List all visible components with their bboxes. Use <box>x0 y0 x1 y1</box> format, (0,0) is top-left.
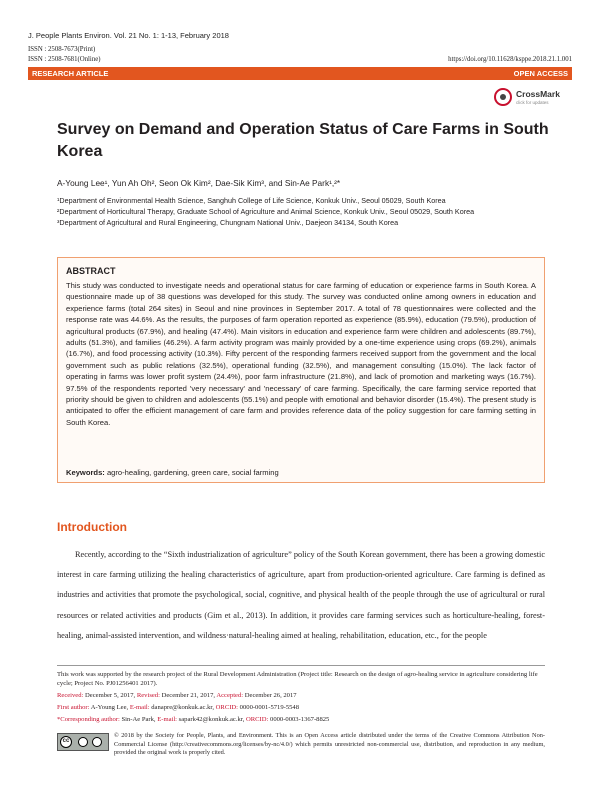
corr-author-label: *Corresponding author: <box>57 716 120 723</box>
issn-print: ISSN : 2508-7673(Print) <box>28 46 96 53</box>
section-heading-introduction: Introduction <box>57 520 127 534</box>
accepted-date: December 26, 2017 <box>244 692 297 699</box>
first-author-line <box>57 704 299 711</box>
first-email-label: E-mail: <box>129 704 150 711</box>
abstract-text: This study was conducted to investigate needs and operational status for care farming of education or experience farms in South Korea. A questionnaire made up of 38 questions was developed for this study. The survey was conducted online among owners in education and experience farms (total 264 sites) in Seoul and nine provinces in September 2017. A total of 78 questionnaires were collected and the response rate was 44.6%. As the results, the purposes of farm operation reported as experience (85.9%), education (79.5%), production of agricultural products (67.9%), and healing (47.4%). Main visitors in education and experience farm were children and adolescents (89.7%), adults (51.3%), and families (46.2%). A farm activity program was mainly provided by a one-time experience using crops (69.2%), animals (16.7%), and food processing activity (10.3%). Fifty percent of the responding farmers received support from the government and the local government such as public relations (32.5%), operational funding (32.5%), and management consulting (15.0%). The lack factor of operating in farms was lower profit system (24.4%), poor farm infrastructure (21.8%), and lack of promotion and marketing ways (16.7%). 97.5% of the respondents reported 'very necessary' and 'necessary' of care farming. Specifically, the care farming service reported that priority should be given to children and adolescents (55.1%) and people with emotional and behavior disorder (15.4%). The present study is anticipated to offer the efficient management of care farm and provides reference data of the policy suggestion for care farming setting in South Korea. <box>66 281 536 427</box>
corr-author-name: Sin-Ae Park, <box>121 716 156 723</box>
corr-author-email[interactable]: sapark42@konkuk.ac.kr, <box>178 716 245 723</box>
license-text: © 2018 by the Society for People, Plants, and Environment. This is an Open Access article distributed under the terms of the Creative Commons Attribution Non-Commercial License (http://creativecommons.org/licenses/by-nc/4.0/) which permits unrestricted non-commercial use, distribution, and reproduction in any medium, provided the original work is properly cited. <box>114 732 545 757</box>
first-orcid-label: ORCID: <box>215 704 239 711</box>
footnote-divider <box>57 665 545 666</box>
affiliation-3: ³Department of Agricultural and Rural Engineering, Chungnam National Univ., Daejeon 34134, South Korea <box>57 218 399 227</box>
article-type-bar <box>28 67 572 80</box>
corr-email-label: E-mail: <box>157 716 177 723</box>
article-dates <box>57 692 297 699</box>
received-date: December 5, 2017, <box>85 692 136 699</box>
article-type-label: RESEARCH ARTICLE <box>32 69 109 78</box>
cc-circle-icon: cc <box>60 736 72 748</box>
article-title: Survey on Demand and Operation Status of Care Farms in South Korea <box>57 121 549 160</box>
open-access-label: OPEN ACCESS <box>513 69 568 78</box>
crossmark-badge[interactable] <box>492 86 572 112</box>
issn-online: ISSN : 2508-7681(Online) <box>28 56 101 63</box>
doi-link[interactable]: https://doi.org/10.11628/ksppe.2018.21.1.001 <box>448 56 572 63</box>
cc-nc-icon <box>92 737 102 747</box>
crossmark-label: CrossMark <box>516 89 560 99</box>
keywords-label: Keywords: <box>66 468 105 477</box>
cc-license-icon[interactable] <box>57 733 109 751</box>
corr-author-orcid[interactable]: 0000-0003-1367-8825 <box>270 716 330 723</box>
first-author-label: First author: <box>57 704 90 711</box>
revised-label: Revised: <box>136 692 160 699</box>
affiliation-1: ¹Department of Environmental Health Science, Sanghuh College of Life Science, Konkuk Univ., Seoul 05029, South Korea <box>57 196 446 205</box>
accepted-label: Accepted: <box>216 692 244 699</box>
introduction-paragraph: Recently, according to the “Sixth industrialization of agriculture” policy of the South Korean government, there has been a growing domestic interest in care farming utilizing the healing characteristics of agriculture, apart from production-oriented agriculture. Care farming is defined as industries and activities that promote the psychological, social, cognitive, and physical health of the people through the use of agricultural or rural resources or related activities and products (Gim et al., 2013). In addition, it provides care farming services such as horticulture-healing, forest-healing, animal-assisted intervention, and wildness·natural-healing aimed at healing, rehabilitation, education, etc., for the people <box>57 550 545 640</box>
abstract-box <box>57 257 545 483</box>
crossmark-sub: click for updates <box>516 100 549 105</box>
funding-note: This work was supported by the research project of the Rural Development Administration (Project title: Research on the design of agro-healing service in agriculture considering life cycle; Project No. PJ01256401 2017). <box>57 671 538 687</box>
received-label: Received: <box>57 692 84 699</box>
first-author-name: A-Young Lee, <box>90 704 129 711</box>
keywords-text: agro-healing, gardening, green care, social farming <box>106 468 279 477</box>
author-list: A-Young Lee¹, Yun Ah Oh², Seon Ok Kim², Dae-Sik Kim³, and Sin-Ae Park¹,²* <box>57 178 341 188</box>
revised-date: December 21, 2017, <box>161 692 216 699</box>
cc-by-icon <box>78 737 88 747</box>
abstract-heading: ABSTRACT <box>66 266 116 276</box>
affiliation-2: ²Department of Horticultural Therapy, Graduate School of Agriculture and Animal Science, Konkuk Univ., Seoul 05029, South Korea <box>57 207 475 216</box>
crossmark-icon <box>494 88 512 106</box>
journal-citation: J. People Plants Environ. Vol. 21 No. 1: 1-13, February 2018 <box>28 31 229 40</box>
keywords-line <box>66 468 279 477</box>
corresponding-author-line <box>57 716 329 723</box>
first-author-email[interactable]: danapre@konkuk.ac.kr, <box>151 704 214 711</box>
corr-orcid-label: ORCID: <box>246 716 269 723</box>
first-author-orcid[interactable]: 0000-0001-5719-5548 <box>239 704 300 711</box>
